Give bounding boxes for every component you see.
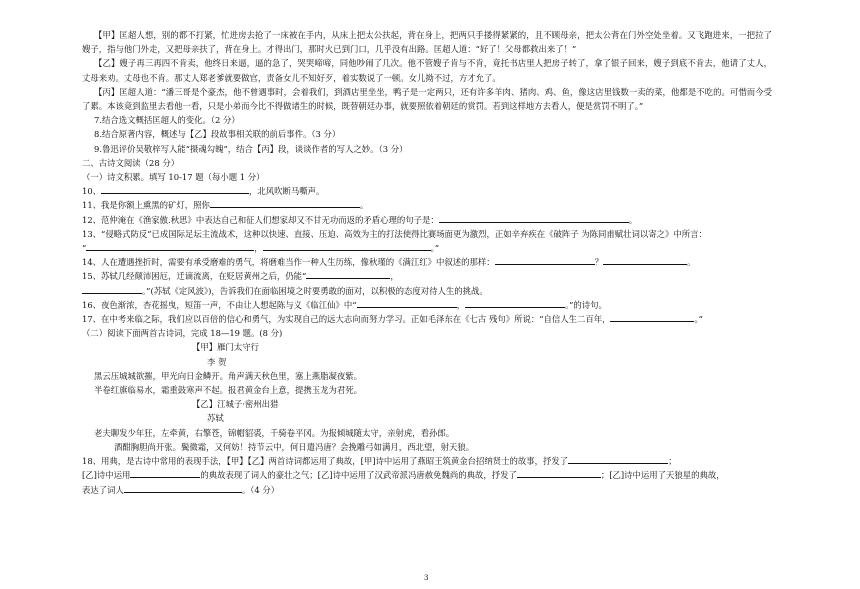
answer-blank[interactable] — [603, 255, 687, 265]
answer-blank[interactable] — [306, 269, 390, 279]
section-heading: 二、古诗文阅读（28 分） — [82, 157, 180, 168]
poem-1-title: 【甲】雁门太守行 — [192, 342, 259, 353]
poem-2-title: 【乙】江城子·密州出猎 — [192, 399, 279, 410]
answer-blank[interactable] — [439, 213, 629, 223]
answer-blank[interactable] — [86, 241, 254, 251]
poem-1-author: 李 贺 — [207, 356, 227, 367]
poem-2-line-1: 老夫聊发少年狂，左牵黄，右擎苍，锦帽貂裘，千骑卷平冈。为报倾城随太守，亲射虎，看孙郎。 — [94, 427, 455, 438]
question-8: 8.结合原著内容，概述与【乙】段故事相关联的前后事件。（3 分） — [94, 129, 341, 140]
answer-blank[interactable] — [101, 184, 249, 194]
answer-blank[interactable] — [610, 312, 694, 322]
question-18-line-2: [乙]诗中运用 的典故表现了词人的豪壮之气；[乙]诗中运用了汉武帝派冯唐赦免魏尚的典故，抒发了 ；[乙]诗中运用了天狼星的典故， — [82, 470, 725, 481]
passage-bing: 【丙】匡超人道：“潘三哥是个豪杰，他不曾遇事时，会着我们，到酒店里坐坐，鸭子是一定两只，还有许多羊肉、猪肉、鸡、鱼，像这店里钱数一卖的菜，他都是不吃的。可惜而今受了累。本该竟到监里去看他一看，只是小弟而今比不得做诸生的时候，既替朝廷办事，就要照依着朝廷的赏罚。若到这样地方去看人，便是赏罚不明了。” — [82, 86, 772, 112]
passage-jia: 【甲】匡超人想，别的都不打紧，忙进房去抢了一床被在手内，从床上把太公扶起，背在身上，把两只手搂得紧紧的，且不顾母亲，把太公背在门外空处坐着。又飞跑进来，一把拉了嫂子，指与他门外走，又把母亲扶了，背在身上。才得出门，那时火已到门口，几乎没有出路。匡超人道：“好了！父母都救出来了！” — [82, 30, 772, 55]
question-17: 17、在中考来临之际，我们应以百倍的信心和勇气，为实现自己的远大志向而努力学习。正如毛泽东在《七古 残句》所说：“自信人生二百年， 。” — [82, 314, 703, 325]
page-number: 3 — [424, 574, 429, 582]
poem-1-line-2: 半卷红旗临易水，霜重鼓寒声不起。报君黄金台上意，提携玉龙为君死。 — [94, 385, 362, 396]
answer-blank[interactable] — [568, 454, 668, 464]
answer-blank[interactable] — [210, 198, 360, 208]
answer-blank[interactable] — [517, 468, 601, 478]
question-11: 11、我是你额上熏黑的矿灯，照你 。 — [82, 200, 369, 211]
poem-2-author: 苏轼 — [207, 413, 224, 424]
question-12: 12、范仲淹在《渔家傲.秋思》中表达自己和征人们想家却又不甘无功而返的矛盾心理的句子是： 。 — [82, 214, 638, 225]
question-18-line-3: 表达了词人 。（4 分） — [82, 484, 280, 495]
question-15: 15、苏轼几经颠沛困厄，迁谪流离，在贬居黄州之后，仍能“ ， — [82, 271, 399, 282]
question-18: 18、用典，是古诗中常用的表现手法，【甲】【乙】两首诗词都运用了典故，[甲]诗中运用了燕昭王筑黄金台招纳贤士的故事，抒发了 ； — [82, 456, 677, 467]
answer-blank[interactable] — [263, 241, 431, 251]
answer-blank[interactable] — [465, 298, 565, 308]
question-10: 10、 ，北风吹断马嘶声。 — [82, 186, 325, 197]
answer-blank[interactable] — [82, 284, 142, 294]
page-content — [82, 28, 772, 497]
poem-2-line-2: 酒酣胸胆尚开张。鬓微霜，又何妨！持节云中，何日遣冯唐？会挽雕弓如满月，西北望，射天狼。 — [114, 441, 475, 452]
question-16: 16、夜色渐浓，杏花摇曳，短笛一声，不由让人想起陈与义《临江仙》中“ ， 。”的诗句。 — [82, 299, 607, 310]
question-7: 7.结合选文概括匡超人的变化。（2 分） — [94, 115, 240, 126]
question-9: 9.鲁迅评价吴敬梓写人能“摄魂勾魄”，结合【丙】段，谈谈作者的写人之妙。（3 分） — [94, 143, 408, 154]
answer-blank[interactable] — [130, 468, 200, 478]
passage-yi: 【乙】嫂子再三再四不肯卖，他终日来逼，逼的急了，哭哭啼啼，同他吵闹了几次。他不管嫂子肯与不肯，竟托书店里人把房子转了，拿了银子回来，嫂子到底不肯去，他请了丈人，丈母来劝。丈母也不肯。那丈人郑老爹就要做官，责备女儿不知好歹，着实数说了一顿。女儿拗不过，方才允了。 — [82, 58, 772, 83]
answer-blank[interactable] — [357, 298, 457, 308]
question-13: 13、“侵略式防反”已成国际足坛主流战术，这种以快速、直接、压迫、高效为主的打法使得比赛场面更为激烈，正如辛弃疾在《破阵子 为陈同甫赋壮词以寄之》中所言： — [82, 228, 707, 239]
question-14: 14、人在遭遇挫折时，需要有承受磨难的勇气，将磨难当作一种人生历练，像秋瑾的《满江红》中叙述的那样： ？ 。 — [82, 257, 696, 268]
answer-blank[interactable] — [124, 483, 242, 493]
part-1-heading: （一）诗文积累。填写 10-17 题（每小题 1 分） — [82, 172, 265, 183]
part-2-heading: （二）阅读下面两首古诗词，完成 18—19 题。(8 分) — [82, 328, 283, 339]
question-15-cont: 。”(苏轼《定风波》)，告诉我们在面临困境之时要勇敢的面对，以积极的态度对待人生的挑战。 — [82, 284, 772, 298]
poem-1-line-1: 黑云压城城欲摧，甲光向日金鳞开。角声满天秋色里，塞上燕脂凝夜紫。 — [94, 370, 362, 381]
answer-blank[interactable] — [495, 255, 595, 265]
question-13-blanks: “ ， 。” — [82, 243, 440, 254]
